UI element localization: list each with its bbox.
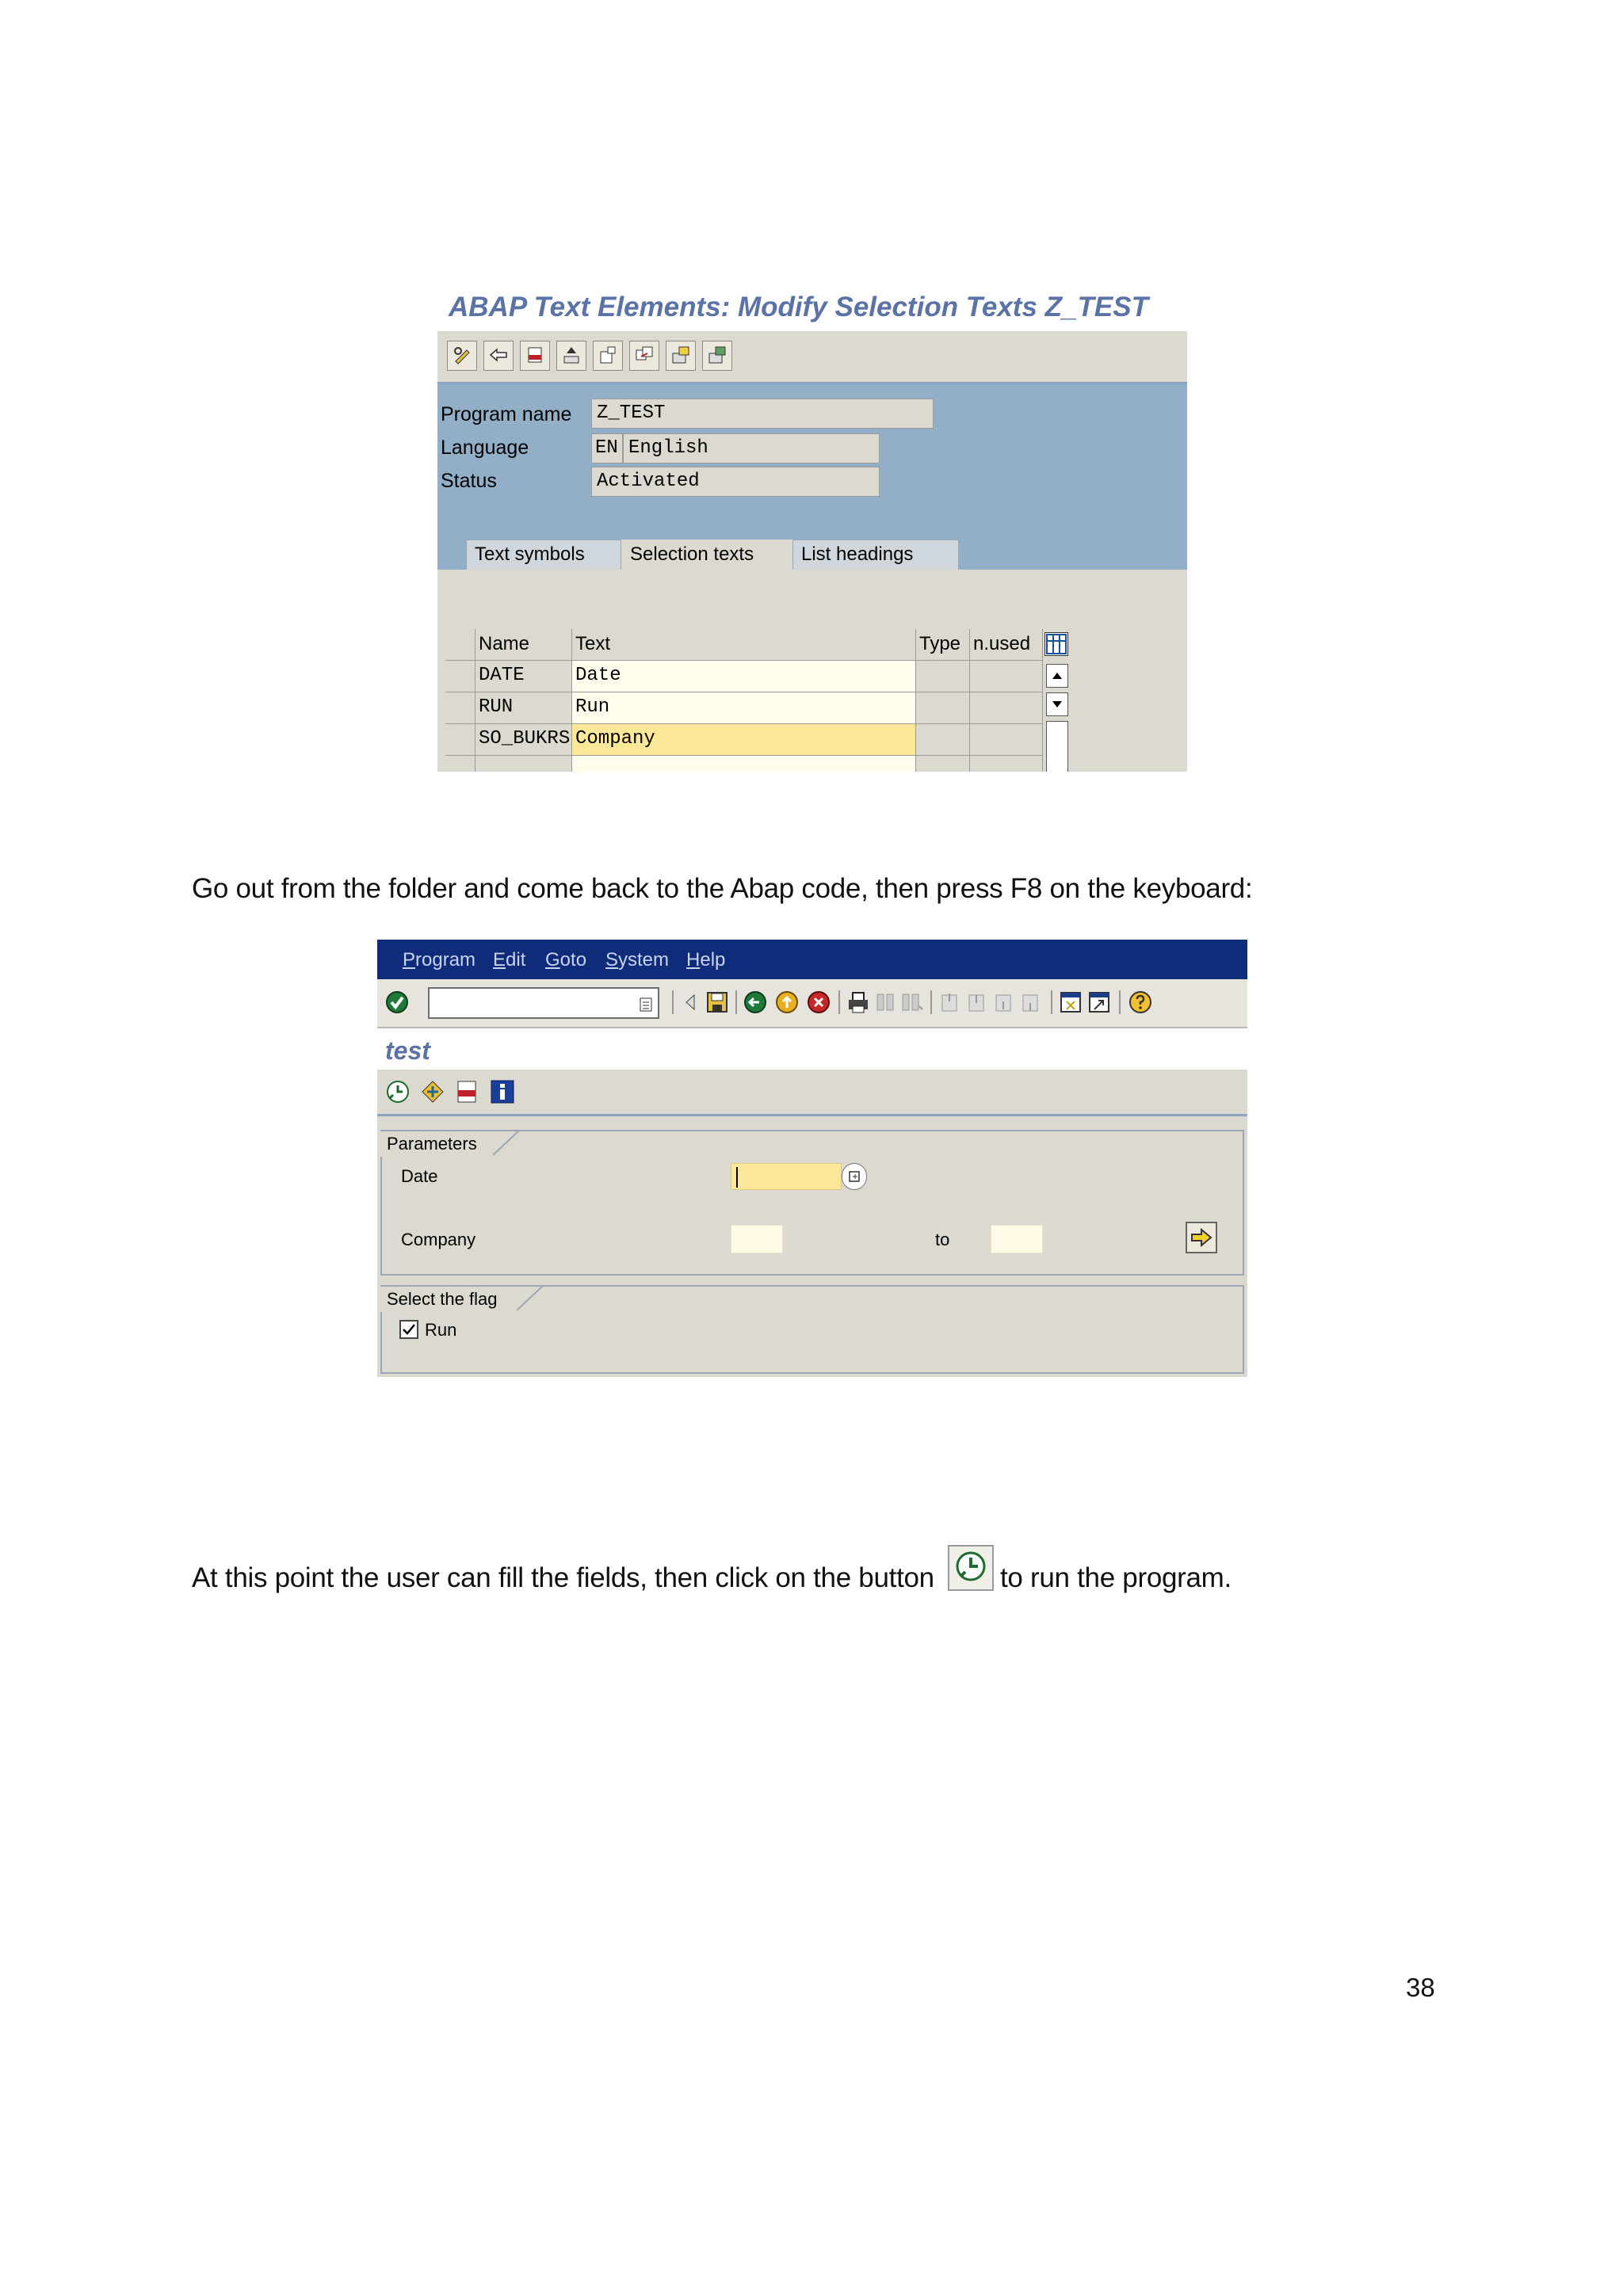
table-cell-name: SO_BUKRS: [475, 724, 572, 756]
tab-selection-texts[interactable]: Selection texts: [621, 540, 792, 570]
save-variant-icon[interactable]: [455, 1079, 479, 1103]
menu-goto[interactable]: Goto: [545, 949, 587, 971]
company-from-input[interactable]: [731, 1225, 783, 1253]
parameters-frame-title: Parameters: [380, 1130, 509, 1157]
command-history-icon[interactable]: [639, 995, 653, 1013]
table-cell-nused: [970, 724, 1043, 756]
column-header-name[interactable]: Name: [475, 629, 572, 661]
date-picker-icon[interactable]: [842, 1163, 867, 1190]
run-label: Run: [425, 1320, 457, 1340]
menu-edit[interactable]: Edit: [493, 949, 526, 971]
date-input[interactable]: [731, 1163, 842, 1190]
table-cell-text[interactable]: Run: [572, 692, 916, 724]
tab-text-symbols[interactable]: Text symbols: [466, 540, 621, 570]
select-flag-frame-title: Select the flag: [380, 1285, 529, 1312]
date-label: Date: [401, 1166, 438, 1186]
execute-icon[interactable]: [385, 1079, 409, 1103]
column-header-text[interactable]: Text: [572, 629, 916, 661]
toolbar-separator: [735, 990, 737, 1014]
selection-screen-screenshot: [377, 940, 1247, 1377]
screen-title-bar: [377, 1028, 1247, 1070]
table-cell-text[interactable]: Date: [572, 661, 916, 692]
table-cell-text[interactable]: [572, 756, 916, 772]
instruction-text-1: Go out from the folder and come back to the Abap code, then press F8 on the keyboard:: [192, 873, 1253, 904]
language-code-field[interactable]: EN: [591, 433, 623, 463]
menu-help[interactable]: Help: [686, 949, 726, 971]
frame-title-corner: [493, 1130, 521, 1157]
to-label: to: [935, 1230, 950, 1249]
table-settings-icon[interactable]: [1044, 632, 1068, 656]
glasses-pencil-icon[interactable]: [447, 341, 477, 371]
status-field: Activated: [591, 467, 880, 497]
toolbar-separator: [838, 990, 840, 1014]
status-label: Status: [441, 470, 497, 492]
information-icon[interactable]: [490, 1079, 514, 1103]
screen-title: ABAP Text Elements: Modify Selection Texts Z_TEST: [449, 292, 1148, 322]
company-label: Company: [401, 1230, 476, 1249]
table-cell-nused: [970, 692, 1043, 724]
find-icon: [873, 990, 897, 1014]
scroll-up-button[interactable]: [1046, 664, 1068, 688]
table-cell-type: [916, 692, 970, 724]
text-cursor: [736, 1167, 738, 1188]
run-checkbox[interactable]: [399, 1320, 418, 1339]
scrollbar-track[interactable]: [1046, 721, 1068, 772]
text-elements-screenshot: [437, 287, 1187, 772]
previous-page-icon: [965, 990, 989, 1014]
first-page-icon: [938, 990, 962, 1014]
instruction-text-2-end: to run the program.: [1000, 1562, 1232, 1593]
arrow-right-icon: [1187, 1223, 1216, 1252]
print-icon[interactable]: [846, 990, 870, 1014]
row-selector[interactable]: [445, 724, 475, 756]
table-cell-name: [475, 756, 572, 772]
parameters-frame: [380, 1130, 1244, 1276]
enter-checkmark-icon[interactable]: [385, 990, 409, 1014]
shortcut-icon[interactable]: [1087, 990, 1111, 1014]
program-name-label: Program name: [441, 403, 572, 425]
get-variant-icon[interactable]: [420, 1079, 444, 1103]
multiple-selection-button[interactable]: [1186, 1222, 1217, 1253]
table-cell-type: [916, 724, 970, 756]
column-header-nused[interactable]: n.used: [970, 629, 1043, 661]
last-page-icon: [1019, 990, 1043, 1014]
cancel-icon[interactable]: [807, 990, 831, 1014]
row-selector[interactable]: [445, 692, 475, 724]
command-field[interactable]: [428, 987, 659, 1019]
print-icon[interactable]: [520, 341, 550, 371]
toolbar-separator: [672, 990, 674, 1014]
transport-in-icon[interactable]: [666, 341, 696, 371]
table-cell-type: [916, 661, 970, 692]
back-icon[interactable]: [743, 990, 767, 1014]
menu-bar: [377, 940, 1247, 979]
select-flag-frame: [380, 1285, 1244, 1374]
new-session-icon[interactable]: [1059, 990, 1083, 1014]
instruction-text-2: At this point the user can fill the fields, then click on the button: [192, 1562, 934, 1593]
language-name-field: English: [623, 433, 880, 463]
menu-system[interactable]: System: [605, 949, 670, 971]
application-toolbar: [437, 331, 1187, 384]
frame-title-corner: [517, 1285, 545, 1312]
upload-icon[interactable]: [556, 341, 586, 371]
new-object-icon[interactable]: [593, 341, 623, 371]
table-cell-name: RUN: [475, 692, 572, 724]
table-cell-name: DATE: [475, 661, 572, 692]
history-back-icon[interactable]: [678, 990, 702, 1014]
transport-out-icon[interactable]: [702, 341, 732, 371]
selection-texts-table: [445, 629, 1067, 772]
select-all-cell[interactable]: [445, 629, 475, 661]
save-icon[interactable]: [705, 990, 729, 1014]
program-header-area: [437, 384, 1187, 570]
table-cell-type: [916, 756, 970, 772]
toolbar-separator: [1119, 990, 1121, 1014]
language-label: Language: [441, 437, 529, 459]
table-cell-text[interactable]: Company: [572, 724, 916, 756]
next-page-icon: [992, 990, 1016, 1014]
find-next-icon: [900, 990, 924, 1014]
row-selector[interactable]: [445, 756, 475, 772]
company-to-input[interactable]: [991, 1225, 1043, 1253]
page-number: 38: [1406, 1973, 1435, 2002]
checkmark-icon: [401, 1322, 417, 1337]
toolbar-separator: [1051, 990, 1052, 1014]
menu-program[interactable]: Program: [403, 949, 476, 971]
table-cell-nused: [970, 756, 1043, 772]
program-name-field[interactable]: Z_TEST: [591, 399, 934, 429]
display-change-icon[interactable]: [483, 341, 514, 371]
row-selector[interactable]: [445, 661, 475, 692]
screen-title: test: [385, 1036, 430, 1065]
exit-icon[interactable]: [775, 990, 799, 1014]
scroll-down-button[interactable]: [1046, 692, 1068, 716]
execute-button-inline-icon: [948, 1545, 994, 1591]
toolbar-separator: [930, 990, 932, 1014]
tab-list-headings[interactable]: List headings: [792, 540, 959, 570]
application-toolbar: [377, 1070, 1247, 1116]
standard-toolbar: [377, 979, 1247, 1028]
table-cell-nused: [970, 661, 1043, 692]
compare-icon[interactable]: [629, 341, 659, 371]
column-header-type[interactable]: Type: [916, 629, 970, 661]
screen-title-bar: [437, 287, 1187, 331]
help-icon[interactable]: [1128, 990, 1152, 1014]
